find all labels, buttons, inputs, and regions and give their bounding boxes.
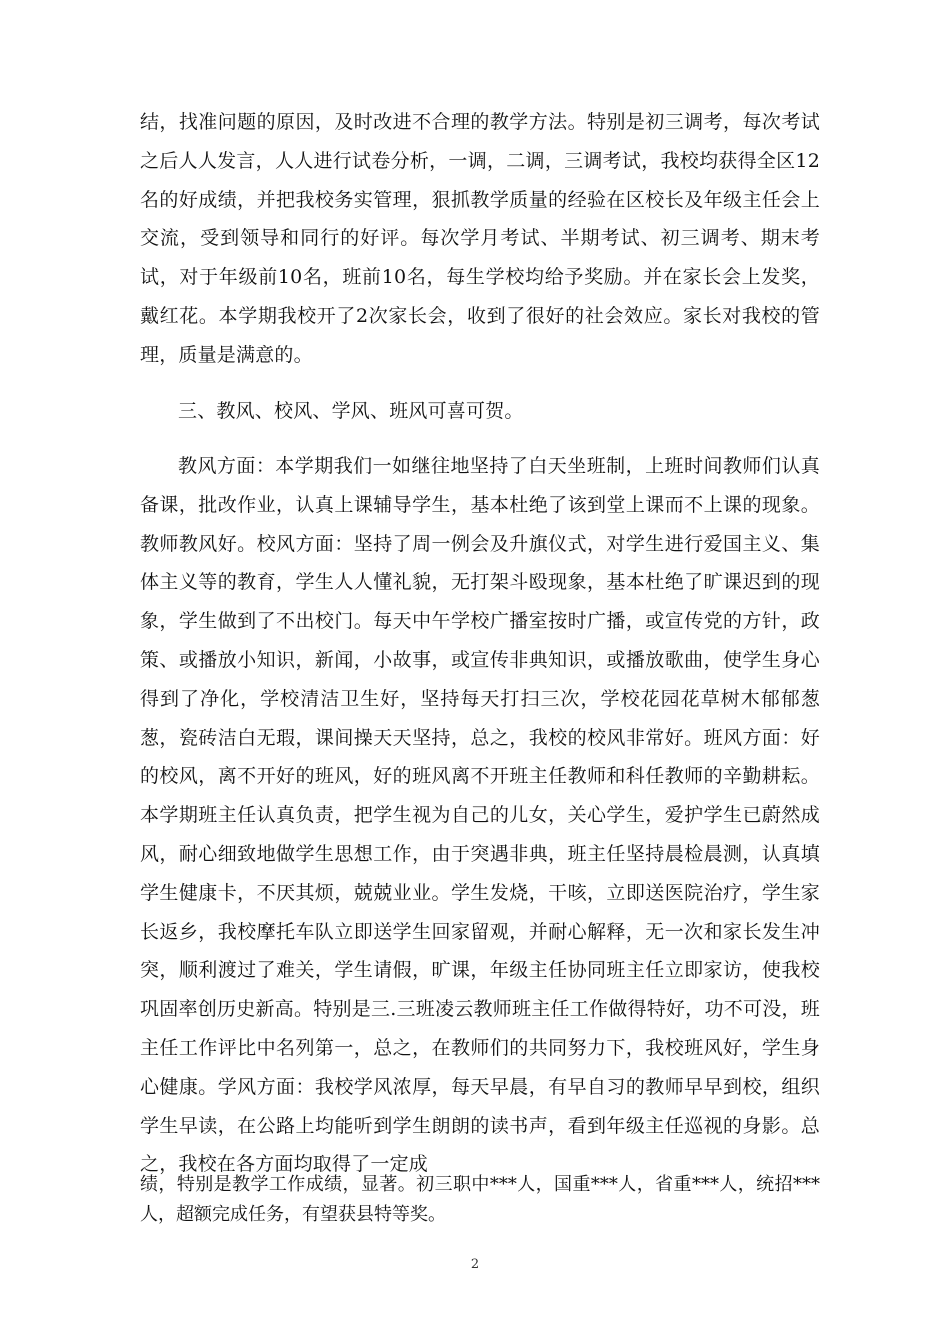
body-paragraph-1: 结，找准问题的原因，及时改进不合理的教学方法。特别是初三调考，每次考试之后人人发言，人人进行试卷分析，一调，二调，三调考试，我校均获得全区12名的好成绩，并把我校务实管理，狠抓教学质量的经验在区校长及年级主任会上交流，受到领导和同行的好评。每次学月考试、半期考试、初三调考、期末考试，对于年级前10名，班前10名，每生学校均给予奖励。并在家长会上发奖，戴红花。本学期我校开了2次家长会，收到了很好的社会效应。家长对我校的管理，质量是满意的。	[140, 111, 820, 366]
body-paragraph-2: 教风方面：本学期我们一如继往地坚持了白天坐班制，上班时间教师们认真备课，批改作业，认真上课辅导学生，基本杜绝了该到堂上课而不上课的现象。教师教风好。校风方面：坚持了周一例会及升旗仪式，对学生进行爱国主义、集体主义等的教育，学生人人懂礼貌，无打架斗殴现象，基本杜绝了旷课迟到的现象，学生做到了不出校门。每天中午学校广播室按时广播，或宣传党的方针，政策、或播放小知识，新闻，小故事，或宣传非典知识，或播放歌曲，使学生身心得到了净化，学校清洁卫生好，坚持每天打扫三次，学校花园花草树木郁郁葱葱，瓷砖洁白无瑕，课间操天天坚持，总之，我校的校风非常好。班风方面：好的校风，离不开好的班风，好的班风离不开班主任教师和科任教师的辛勤耕耘。本学期班主任认真负责，把学生视为自己的儿女，关心学生，爱护学生已蔚然成风，耐心细致地做学生思想工作，由于突遇非典，班主任坚持晨检晨测，认真填学生健康卡，不厌其烦，兢兢业业。学生发烧，干咳，立即送医院治疗，学生家长返乡，我校摩托车队立即送学生回家留观，并耐心解释，无一次和家长发生冲突，顺利渡过了难关，学生请假，旷课，年级主任协同班主任立即家访，使我校巩固率创历史新高。特别是三.三班凌云教师班主任工作做得特好，功不可没，班主任工作评比中名列第一，总之，在教师们的共同努力下，我校班风好，学生身心健康。学风方面：我校学风浓厚，每天早晨，有早自习的教师早早到校，组织学生早读，在公路上均能听到学生朗朗的读书声，看到年级主任巡视的身影。总之，我校在各方面均取得了一定成	[140, 455, 820, 1176]
section-heading: 三、教风、校风、学风、班风可喜可贺。	[178, 400, 524, 422]
body-paragraph-3: 绩，特别是教学工作成绩，显著。初三职中***人，国重***人，省重***人，统招***人，超额完成任务，有望获县特等奖。	[140, 1174, 820, 1225]
page-number: 2	[470, 1257, 480, 1272]
